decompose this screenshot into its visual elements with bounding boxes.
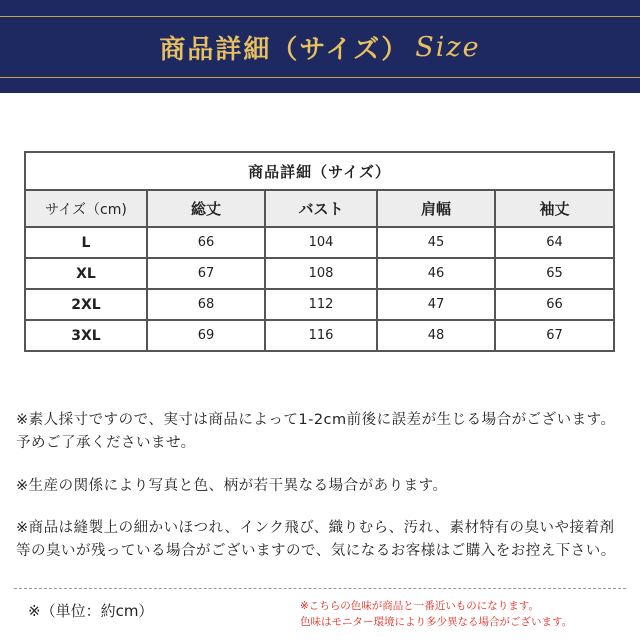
header-length: 総丈 (147, 190, 265, 227)
color-note-2: 色味はモニター環境により多少異なる場合がございます。 (300, 616, 573, 628)
table-row (25, 320, 614, 351)
table-row (25, 258, 614, 289)
cell-shoulder: 48 (377, 320, 495, 351)
cell-length: 67 (147, 258, 265, 289)
unit-note: ※（単位：約cm） (28, 602, 154, 620)
banner-script: Size (415, 31, 481, 63)
row-size: 2XL (25, 289, 147, 320)
table-row (25, 227, 614, 258)
table-header-row (25, 190, 614, 227)
cell-sleeve: 65 (495, 258, 614, 289)
header-size: サイズ（cm) (25, 190, 147, 227)
table-caption: 商品詳細（サイズ） (25, 152, 614, 190)
cell-bust: 112 (265, 289, 377, 320)
title-banner (0, 0, 640, 93)
banner-frame (0, 16, 640, 78)
dashed-divider (14, 588, 626, 589)
banner-title: 商品詳細（サイズ） (159, 34, 410, 65)
note-color: ※生産の関係により写真と色、柄が若干異なる場合があります。 (16, 478, 448, 494)
note-defects: ※商品は縫製上の細かいほつれ、インク飛び、織りむら、汚れ、素材特有の臭いや接着剤等の臭いが残っている場合がございますので、気になるお客様はご購入をお控え下さい。 (16, 520, 616, 559)
cell-bust: 116 (265, 320, 377, 351)
header-shoulder: 肩幅 (377, 190, 495, 227)
cell-shoulder: 45 (377, 227, 495, 258)
row-size: L (25, 227, 147, 258)
cell-sleeve: 67 (495, 320, 614, 351)
color-note-1: ※こちらの色味が商品と一番近いものになります。 (300, 600, 539, 612)
table-row (25, 289, 614, 320)
cell-length: 68 (147, 289, 265, 320)
header-bust: バスト (265, 190, 377, 227)
cell-length: 66 (147, 227, 265, 258)
cell-shoulder: 46 (377, 258, 495, 289)
row-size: 3XL (25, 320, 147, 351)
cell-sleeve: 66 (495, 289, 614, 320)
cell-length: 69 (147, 320, 265, 351)
cell-sleeve: 64 (495, 227, 614, 258)
header-sleeve: 袖丈 (495, 190, 614, 227)
cell-shoulder: 47 (377, 289, 495, 320)
row-size: XL (25, 258, 147, 289)
cell-bust: 108 (265, 258, 377, 289)
size-table (24, 151, 615, 352)
cell-bust: 104 (265, 227, 377, 258)
note-measurement: ※素人採寸ですので、実寸は商品によって1-2cm前後に誤差が生じる場合がございます。予めご了承くださいませ。 (16, 412, 616, 451)
